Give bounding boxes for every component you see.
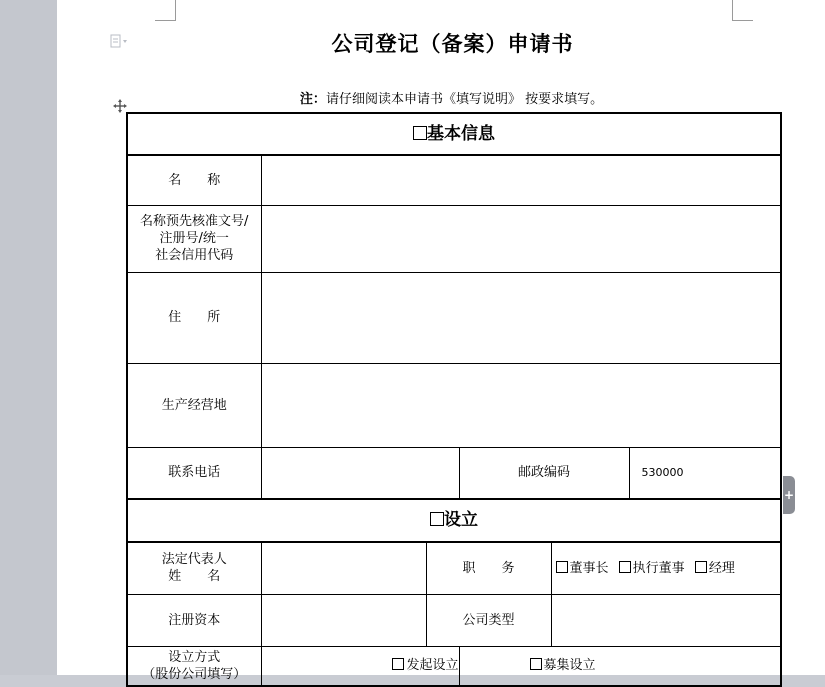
capital-input-cell[interactable] <box>261 594 426 646</box>
page-title: 公司登记（备案）申请书 <box>331 32 574 56</box>
prenum-label <box>127 205 261 272</box>
table-row <box>127 594 781 646</box>
method-label-line: （股份公司填写） <box>142 666 247 682</box>
crop-mark-right <box>732 0 753 21</box>
prenum-label-line: 名称预先核准文号/ <box>140 214 249 229</box>
position-label: 职 务 <box>426 542 551 594</box>
company-type-input-cell[interactable] <box>551 594 781 646</box>
application-form-table <box>126 112 782 687</box>
method-label-line: 设立方式 <box>168 649 221 665</box>
address-input-cell[interactable] <box>261 272 781 363</box>
method-label <box>127 646 261 686</box>
section-establish-row <box>127 499 781 542</box>
rep-label-line: 姓 名 <box>168 569 221 585</box>
prenum-label-line: 注册号/统一 <box>159 231 229 246</box>
table-row <box>127 646 781 686</box>
rep-input-cell[interactable] <box>261 542 426 594</box>
company-type-label: 公司类型 <box>426 594 551 646</box>
table-row <box>127 205 781 272</box>
method-option-label: 发起设立 <box>406 657 459 673</box>
section-establish-header <box>127 499 781 542</box>
address-label: 住 所 <box>127 272 261 363</box>
position-checkbox[interactable] <box>556 561 568 573</box>
note-prefix: 注： <box>299 92 326 107</box>
postal-value[interactable]: 530000 <box>629 447 781 499</box>
table-row <box>127 363 781 447</box>
position-option-label: 经理 <box>708 560 735 576</box>
position-option-label: 董事长 <box>569 560 609 576</box>
section-basic-row <box>127 113 781 155</box>
method-option-cell <box>459 646 781 686</box>
capital-label: 注册资本 <box>127 594 261 646</box>
table-row <box>127 447 781 499</box>
production-input-cell[interactable] <box>261 363 781 447</box>
table-row <box>127 542 781 594</box>
production-label: 生产经营地 <box>127 363 261 447</box>
phone-input-cell[interactable] <box>261 447 459 499</box>
table-row <box>127 272 781 363</box>
position-checkbox[interactable] <box>695 561 707 573</box>
name-label: 名 称 <box>127 155 261 205</box>
method-checkbox[interactable] <box>392 658 404 670</box>
section-basic-title: 基本信息 <box>427 123 496 144</box>
method-option-label: 募集设立 <box>543 657 596 673</box>
position-option-label: 执行董事 <box>632 560 685 576</box>
method-checkbox[interactable] <box>530 658 542 670</box>
phone-label: 联系电话 <box>127 447 261 499</box>
prenum-label-line: 社会信用代码 <box>155 248 234 263</box>
rep-label-line: 法定代表人 <box>161 552 227 568</box>
rep-label <box>127 542 261 594</box>
plus-icon[interactable]: + <box>783 476 795 514</box>
name-input-cell[interactable] <box>261 155 781 205</box>
note-text: 请仔细阅读本申请书《填写说明》 按要求填写。 <box>325 92 604 107</box>
section-establish-checkbox[interactable] <box>430 512 444 526</box>
section-basic-header <box>127 113 781 155</box>
table-row <box>127 155 781 205</box>
method-option-cell <box>261 646 459 686</box>
postal-label: 邮政编码 <box>459 447 629 499</box>
position-checkbox[interactable] <box>619 561 631 573</box>
position-options <box>551 542 781 594</box>
section-establish-title: 设立 <box>444 510 479 530</box>
prenum-input-cell[interactable] <box>261 205 781 272</box>
crop-mark-left <box>155 0 176 21</box>
section-basic-checkbox[interactable] <box>413 126 427 140</box>
